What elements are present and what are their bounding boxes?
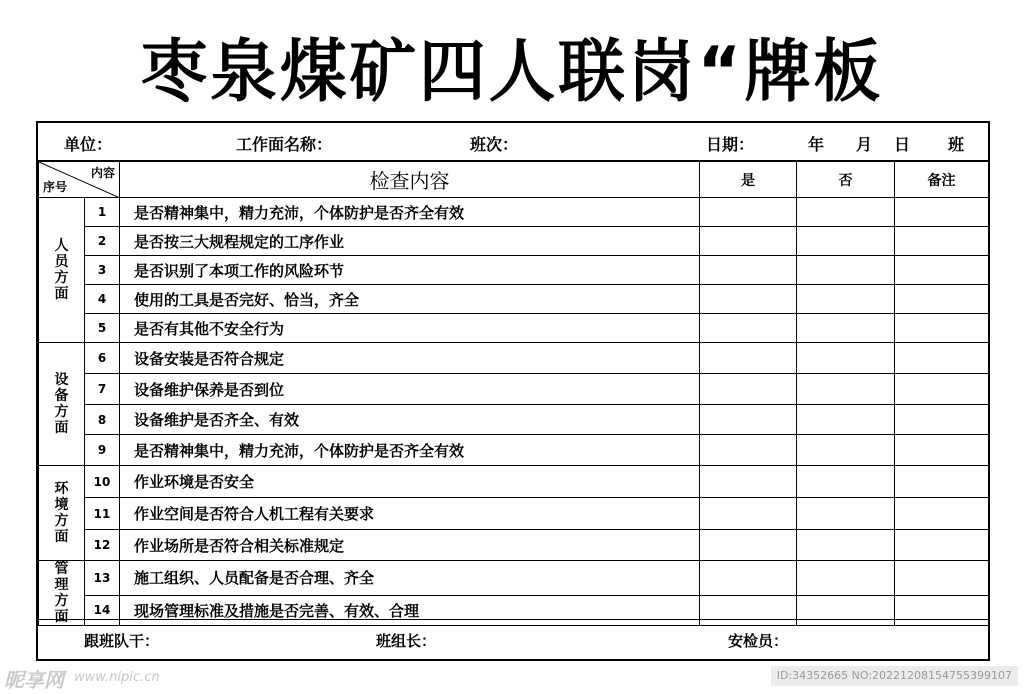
no-cell[interactable] — [797, 466, 895, 498]
table-row — [39, 285, 989, 314]
no-cell[interactable] — [797, 227, 895, 256]
table-row — [39, 374, 989, 405]
yes-cell[interactable] — [700, 198, 797, 227]
yes-cell[interactable] — [700, 498, 797, 530]
item-number: 3 — [85, 256, 120, 285]
inspection-board — [36, 121, 990, 661]
item-number: 12 — [85, 530, 120, 561]
seq-label: 序号 — [43, 180, 68, 194]
group-label-char: 面 — [54, 529, 69, 545]
table-row — [39, 256, 989, 285]
item-text: 是否有其他不安全行为 — [120, 314, 700, 343]
item-number: 1 — [85, 198, 120, 227]
item-text: 作业环境是否安全 — [120, 466, 700, 498]
yes-header: 是 — [700, 162, 797, 198]
item-number: 7 — [85, 374, 120, 405]
item-text: 是否识别了本项工作的风险环节 — [120, 256, 700, 285]
item-number: 8 — [85, 405, 120, 435]
yes-cell[interactable] — [700, 227, 797, 256]
yes-cell[interactable] — [700, 435, 797, 466]
yes-cell[interactable] — [700, 561, 797, 596]
no-cell[interactable] — [797, 314, 895, 343]
yes-cell[interactable] — [700, 314, 797, 343]
item-text: 作业空间是否符合人机工程有关要求 — [120, 498, 700, 530]
item-number: 13 — [85, 561, 120, 596]
group-label-char: 设 — [54, 372, 69, 388]
no-cell[interactable] — [797, 530, 895, 561]
remark-cell[interactable] — [895, 498, 989, 530]
group-label — [39, 343, 85, 466]
group-label-char: 人 — [54, 238, 69, 254]
group-label-char: 方 — [54, 593, 69, 609]
watermark-id: ID:34352665 NO:20221208154755399107 — [771, 666, 1018, 686]
day-label: 日 — [894, 135, 911, 154]
item-number: 11 — [85, 498, 120, 530]
no-cell[interactable] — [797, 285, 895, 314]
item-text: 是否精神集中，精力充沛，个体防护是否齐全有效 — [120, 435, 700, 466]
date-label: 日期： — [706, 135, 755, 154]
table-row — [39, 561, 989, 596]
yes-cell[interactable] — [700, 285, 797, 314]
month-label: 月 — [856, 135, 873, 154]
content-header: 检查内容 — [120, 162, 700, 198]
remark-cell[interactable] — [895, 227, 989, 256]
group-label-char: 备 — [54, 388, 69, 404]
group-label-char: 面 — [54, 420, 69, 436]
group-label — [39, 466, 85, 561]
group-label-char: 境 — [54, 497, 69, 513]
content-small-label: 内容 — [90, 166, 115, 180]
group-label-char: 理 — [54, 577, 69, 593]
item-number: 9 — [85, 435, 120, 466]
item-number: 14 — [85, 595, 120, 625]
no-cell[interactable] — [797, 435, 895, 466]
no-cell[interactable] — [797, 374, 895, 405]
remark-cell[interactable] — [895, 374, 989, 405]
no-cell[interactable] — [797, 498, 895, 530]
page-title: 枣泉煤矿四人联岗“牌板 — [140, 33, 884, 112]
yes-cell[interactable] — [700, 405, 797, 435]
no-header: 否 — [797, 162, 895, 198]
remark-cell[interactable] — [895, 530, 989, 561]
signature-row — [38, 619, 988, 659]
group-label-char: 员 — [54, 254, 69, 270]
checklist-table — [38, 161, 989, 626]
yes-cell[interactable] — [700, 530, 797, 561]
item-number: 4 — [85, 285, 120, 314]
shift-label: 班次： — [470, 135, 519, 154]
item-number: 5 — [85, 314, 120, 343]
no-cell[interactable] — [797, 405, 895, 435]
remark-cell[interactable] — [895, 256, 989, 285]
remark-cell[interactable] — [895, 343, 989, 374]
item-text: 设备维护是否齐全、有效 — [120, 405, 700, 435]
yes-cell[interactable] — [700, 466, 797, 498]
group-label-char: 方 — [54, 513, 69, 529]
item-text: 设备维护保养是否到位 — [120, 374, 700, 405]
group-label-char: 方 — [54, 270, 69, 286]
remark-cell[interactable] — [895, 435, 989, 466]
table-header-row — [39, 162, 989, 198]
table-row — [39, 198, 989, 227]
remark-cell[interactable] — [895, 198, 989, 227]
safety-inspector-label: 安检员： — [728, 632, 789, 650]
table-row — [39, 466, 989, 498]
remark-cell[interactable] — [895, 561, 989, 596]
remark-cell[interactable] — [895, 405, 989, 435]
remark-header: 备注 — [895, 162, 989, 198]
yes-cell[interactable] — [700, 374, 797, 405]
item-text: 作业场所是否符合相关标准规定 — [120, 530, 700, 561]
table-row — [39, 435, 989, 466]
yes-cell[interactable] — [700, 343, 797, 374]
info-row — [38, 123, 988, 161]
item-text: 是否按三大规程规定的工序作业 — [120, 227, 700, 256]
group-label-char: 环 — [54, 481, 69, 497]
team-leader-label: 班组长： — [376, 632, 437, 650]
item-number: 10 — [85, 466, 120, 498]
item-text: 设备安装是否符合规定 — [120, 343, 700, 374]
group-label-char: 面 — [54, 286, 69, 302]
table-row — [39, 530, 989, 561]
diagonal-header-cell — [39, 162, 120, 198]
group-label — [39, 561, 85, 626]
item-text: 使用的工具是否完好、恰当，齐全 — [120, 285, 700, 314]
remark-cell[interactable] — [895, 466, 989, 498]
item-text: 现场管理标准及措施是否完善、有效、合理 — [120, 595, 700, 625]
table-row — [39, 405, 989, 435]
group-label — [39, 198, 85, 343]
group-label-char: 管 — [54, 561, 69, 577]
table-row — [39, 314, 989, 343]
watermark-logo: 昵享网 — [4, 668, 64, 692]
no-cell[interactable] — [797, 561, 895, 596]
ban-label: 班 — [948, 135, 965, 154]
year-label: 年 — [808, 135, 825, 154]
yes-cell[interactable] — [700, 256, 797, 285]
no-cell[interactable] — [797, 198, 895, 227]
workface-label: 工作面名称： — [236, 135, 333, 154]
group-label-char: 面 — [54, 609, 69, 625]
table-row — [39, 498, 989, 530]
no-cell[interactable] — [797, 343, 895, 374]
watermark-url: www.nipic.cn — [74, 670, 160, 685]
leader-label: 跟班队干： — [84, 632, 160, 650]
item-number: 2 — [85, 227, 120, 256]
no-cell[interactable] — [797, 256, 895, 285]
remark-cell[interactable] — [895, 285, 989, 314]
table-row — [39, 343, 989, 374]
item-text: 施工组织、人员配备是否合理、齐全 — [120, 561, 700, 596]
unit-label: 单位： — [64, 135, 113, 154]
table-row — [39, 227, 989, 256]
item-text: 是否精神集中，精力充沛，个体防护是否齐全有效 — [120, 198, 700, 227]
remark-cell[interactable] — [895, 314, 989, 343]
item-number: 6 — [85, 343, 120, 374]
group-label-char: 方 — [54, 404, 69, 420]
